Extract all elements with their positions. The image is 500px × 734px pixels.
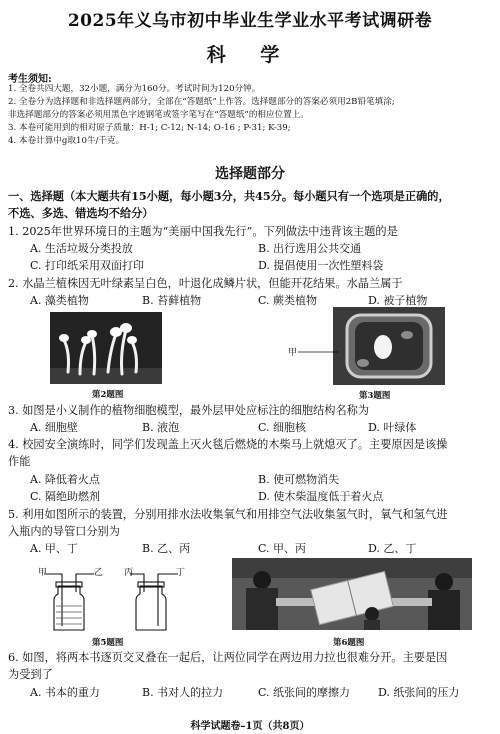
question-6-option-b: B. 书对人的拉力: [142, 686, 224, 699]
question-3-option-c: C. 细胞核: [258, 421, 307, 434]
question-5-option-d: D. 乙、丁: [368, 542, 417, 555]
question-1-option-b: B. 出行选用公共交通: [258, 242, 362, 255]
page-footer: 科学试题卷–1页（共8页）: [190, 721, 310, 732]
figure-5-label-ding: 丁: [176, 568, 186, 578]
figure-6-photo: [232, 558, 472, 630]
question-6-option-a: A. 书本的重力: [30, 686, 100, 699]
question-4-stem-cont: 作能: [8, 455, 31, 468]
notice-line: 非选择题部分的答案必须用黑色字迹钢笔或签字笔写在“答题纸”的相应位置上。: [8, 110, 309, 120]
question-2-option-c: C. 蕨类植物: [258, 294, 318, 307]
question-1-option-d: D. 提倡使用一次性塑料袋: [258, 259, 384, 272]
part-heading-cont: 不选、多选、错选均不给分）: [8, 206, 154, 220]
figure-3-photo: [333, 307, 445, 385]
notice-heading: 考生须知:: [8, 74, 52, 85]
exam-title: 2025年义乌市初中毕业生学业水平考试调研卷: [67, 11, 433, 31]
subject-title: 科 学: [206, 44, 294, 66]
question-2-option-d: D. 被子植物: [368, 294, 428, 307]
figure-5-label-bing: 丙: [124, 568, 134, 578]
figure-5-apparatus: [44, 568, 184, 634]
question-6-option-c: C. 纸张间的摩擦力: [258, 686, 351, 699]
notice-line: 4. 本卷计算中g取10牛/千克。: [8, 136, 125, 146]
question-3-option-a: A. 细胞壁: [30, 421, 78, 434]
question-5-stem: 5. 利用如图所示的装置，分别用排水法收集氧气和用排空气法收集氢气时，氧气和氢气进: [8, 508, 448, 521]
question-4-option-a: A. 降低着火点: [30, 473, 100, 486]
question-3-option-b: B. 液泡: [142, 421, 180, 434]
question-1-stem: 1. 2025年世界环境日的主题为“美丽中国我先行”。下列做法中违背该主题的是: [8, 225, 398, 238]
figure-3-label-jia: 甲: [288, 348, 298, 358]
figure-5-label-yi: 乙: [94, 568, 104, 578]
question-6-stem: 6. 如图，将两本书逐页交叉叠在一起后，让两位同学在两边用力拉也很难分开。主要是因: [8, 651, 448, 664]
question-4-option-d: D. 使木柴温度低于着火点: [258, 490, 384, 503]
question-6-option-d: D. 纸张间的压力: [378, 686, 460, 699]
question-2-option-b: B. 苔藓植物: [142, 294, 202, 307]
notice-line: 2. 全卷分为选择题和非选择题两部分，全部在“答题纸”上作答。选择题部分的答案必须用2B铅笔填涂;: [8, 97, 395, 107]
question-2-stem: 2. 水晶兰植株因无叶绿素呈白色，叶退化成鳞片状，但能开花结果。水晶兰属于: [8, 277, 403, 290]
question-1-option-c: C. 打印纸采用双面打印: [30, 259, 145, 272]
question-5-option-b: B. 乙、丙: [142, 542, 191, 555]
question-1-option-a: A. 生活垃圾分类投放: [30, 242, 133, 255]
figure-5-label-jia: 甲: [38, 568, 48, 578]
question-5-option-c: C. 甲、丙: [258, 542, 307, 555]
part-heading: 一、选择题（本大题共有15小题，每小题3分，共45分。每小题只有一个选项是正确的，: [8, 189, 450, 203]
notice-line: 3. 本卷可能用到的相对原子质量：H-1; C-12; N-14; O-16 ; P-31; K-39;: [8, 123, 291, 133]
figure-5-caption: 第5题图: [92, 638, 124, 648]
figure-6-caption: 第6题图: [333, 638, 365, 648]
notice-line: 1. 全卷共四大题，32小题，满分为160分。考试时间为120分钟。: [8, 84, 261, 94]
figure-3-pointer-line: [298, 350, 338, 354]
figure-2-photo: [50, 312, 162, 384]
question-6-stem-cont: 为受到了: [8, 668, 53, 681]
question-5-option-a: A. 甲、丁: [30, 542, 78, 555]
question-5-stem-cont: 入瓶内的导管口分别为: [8, 525, 120, 538]
section-title: 选择题部分: [215, 166, 285, 182]
question-4-stem: 4. 校园安全演练时，同学们发现盖上灭火毯后燃烧的木柴马上就熄灭了。主要原因是该操: [8, 438, 448, 451]
question-3-stem: 3. 如图是小义制作的植物细胞模型，最外层甲处应标注的细胞结构名称为: [8, 404, 370, 417]
figure-2-caption: 第2题图: [92, 390, 124, 400]
figure-3-caption: 第3题图: [359, 391, 391, 401]
question-4-option-c: C. 隔绝助燃剂: [30, 490, 101, 503]
question-4-option-b: B. 使可燃物消失: [258, 473, 340, 486]
question-3-option-d: D. 叶绿体: [368, 421, 417, 434]
question-2-option-a: A. 藻类植物: [30, 294, 89, 307]
